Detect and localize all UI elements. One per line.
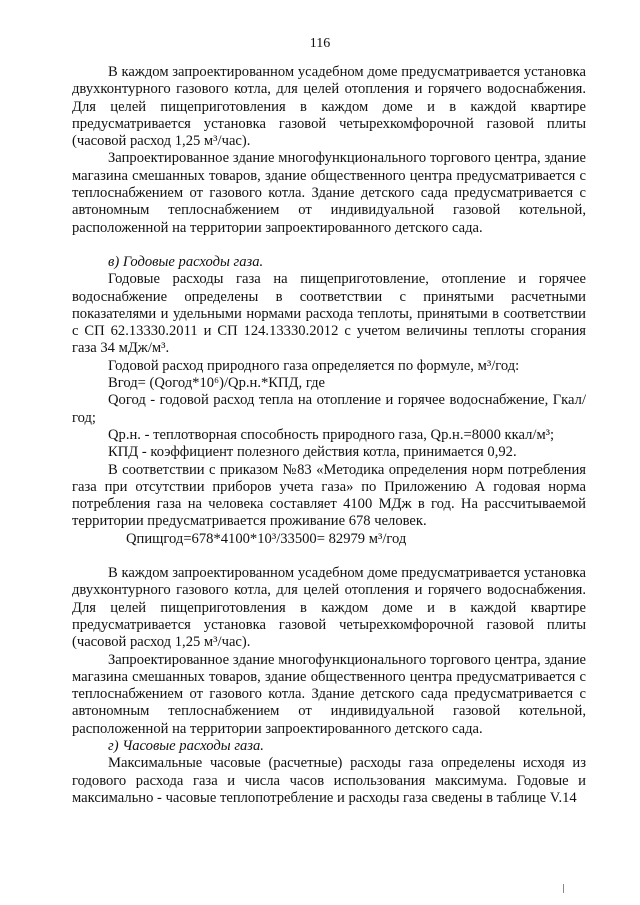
paragraph-buildings-heating: Запроектированное здание многофункционального торгового центра, здание магазина смешанных товаров, здание общественного центра предусматривается с теплоснабжением от газового котла. Здание детского сада предусматривается с автономным теплоснабжением от индивидуальной газовой котельной, расположенной на территории запроектированного детского сада. xyxy=(72,150,586,236)
paragraph-buildings-heating-repeat: Запроектированное здание многофункционального торгового центра, здание магазина смешанных товаров, здание общественного центра предусматривается с теплоснабжением от газового котла. Здание детского сада предусматривается с автономным теплоснабжением от индивидуальной газовой котельной, расположенной на территории запроектированного детского сада. xyxy=(72,651,586,737)
definition-q0: Qoгод - годовой расход тепла на отопление и горячее водоснабжение, Гкал/год; xyxy=(72,392,586,426)
document-body xyxy=(72,64,586,807)
paragraph-formula-intro: Годовой расход природного газа определяется по формуле, м³/год: xyxy=(108,357,520,374)
page-number: 116 xyxy=(309,36,331,51)
section-heading-hourly-gas: г) Часовые расходы газа. xyxy=(108,737,264,754)
paragraph-house-boiler: В каждом запроектированном усадебном доме предусматривается установка двухконтурного газового котла, для целей отопления и горячего водоснабжения. Для целей пищеприготовления в каждом доме и в каждой квартире предусматривается установка газовой четырехкомфорочной газовой плиты (часовой расход 1,25 м³/час). xyxy=(72,64,586,150)
definition-qrn: Qр.н. - теплотворная способность природного газа, Qр.н.=8000 ккал/м³; xyxy=(108,426,555,443)
paragraph-hourly-max: Максимальные часовые (расчетные) расходы газа определены исходя из годового расхода газа и числа часов использования максимума. Годовые и максимально - часовые теплопотребление и расходы газа сведены в таблице V.14 xyxy=(72,755,586,806)
formula-annual-consumption: Вгод= (Qoгод*10⁶)/Qр.н.*КПД, где xyxy=(108,375,325,392)
calculation-cooking-gas: Qпищгод=678*4100*10³/33500= 82979 м³/год xyxy=(126,530,407,547)
section-heading-annual-gas: в) Годовые расходы газа. xyxy=(108,253,264,270)
definition-kpd: КПД - коэффициент полезного действия котла, принимается 0,92. xyxy=(108,444,517,461)
paragraph-order-83: В соответствии с приказом №83 «Методика определения норм потребления газа при отсутствии приборов учета газа» по Приложению А годовая норма потребления газа на человека составляет 4100 МДж в год. На рассчитываемой территории предусматривается проживание 678 человек. xyxy=(72,461,586,530)
margin-mark xyxy=(563,884,564,893)
paragraph-annual-norms: Годовые расходы газа на пищеприготовление, отопление и горячее водоснабжение определены в соответствии с принятыми расчетными показателями и удельными нормами расхода теплоты, принятыми в соответствии с СП 62.13330.2011 и СП 124.13330.2012 с учетом величины теплоты сгорания газа 34 мДж/м³. xyxy=(72,271,586,357)
paragraph-house-boiler-repeat: В каждом запроектированном усадебном доме предусматривается установка двухконтурного газового котла, для целей отопления и горячего водоснабжения. Для целей пищеприготовления в каждом доме и в каждой квартире предусматривается установка газовой четырехкомфорочной газовой плиты (часовой расход 1,25 м³/час). xyxy=(72,565,586,651)
